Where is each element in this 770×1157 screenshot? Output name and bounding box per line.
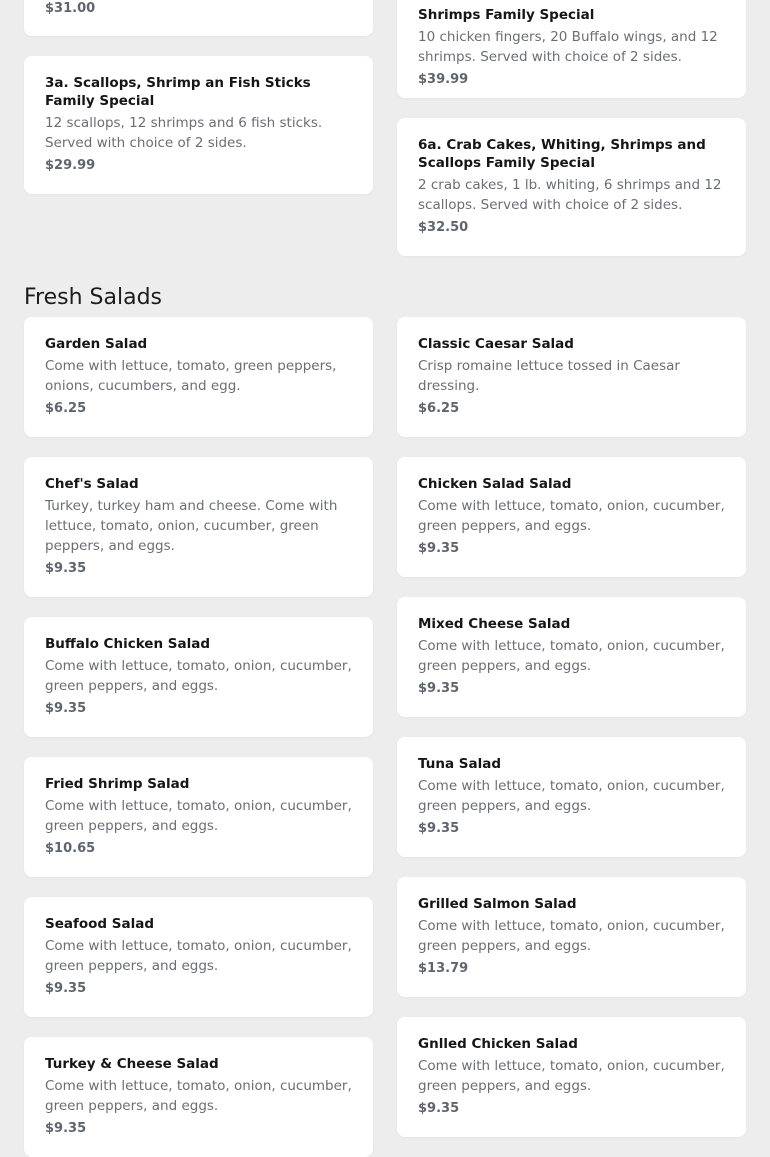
item-name: 6a. Crab Cakes, Whiting, Shrimps and Scallops Family Special [418,137,706,171]
menu-item-card[interactable] [24,1037,373,1157]
item-price: $29.99 [45,158,96,173]
item-name: Classic Caesar Salad [418,336,574,352]
item-price: $9.35 [45,981,87,996]
item-description: 2 crab cakes, 1 lb. whiting, 6 shrimps and 12 scallops. Served with choice of 2 sides. [418,177,722,213]
item-description: Come with lettuce, tomato, onion, cucumber, green peppers, and eggs. [418,638,725,674]
item-name: Chicken Salad Salad [418,476,572,492]
item-description: Come with lettuce, tomato, green peppers, onions, cucumbers, and egg. [45,358,337,394]
item-description: 10 chicken fingers, 20 Buffalo wings, and 12 shrimps. Served with choice of 2 sides. [418,29,718,65]
item-description: 12 scallops, 12 shrimps and 6 fish sticks. Served with choice of 2 sides. [45,115,323,151]
item-price: $9.35 [45,701,87,716]
menu-item-card[interactable] [397,737,746,857]
item-description: Come with lettuce, tomato, onion, cucumber, green peppers, and eggs. [45,1078,352,1114]
menu-item-card[interactable] [397,317,746,437]
item-description: Turkey, turkey ham and cheese. Come with lettuce, tomato, onion, cucumber, green peppers, and eggs. [45,498,338,554]
menu-item-card[interactable] [397,1017,746,1137]
menu-item-card-shrimps-family-special[interactable] [397,0,746,98]
menu-item-card[interactable] [24,897,373,1017]
item-price: $9.35 [418,541,460,556]
item-description: Come with lettuce, tomato, onion, cucumber, green peppers, and eggs. [418,498,725,534]
item-name: Seafood Salad [45,916,155,932]
menu-item-card[interactable] [397,457,746,577]
item-name: Chef's Salad [45,476,139,492]
item-name: Gnlled Chicken Salad [418,1036,578,1052]
item-name: Tuna Salad [418,756,501,772]
menu-item-card-3a[interactable] [24,56,373,194]
menu-item-card[interactable] [24,617,373,737]
menu-item-card[interactable] [397,877,746,997]
item-price: $9.35 [418,821,460,836]
item-price: $6.25 [418,401,460,416]
item-description: Come with lettuce, tomato, onion, cucumber, green peppers, and eggs. [418,1058,725,1094]
item-name: 3a. Scallops, Shrimp an Fish Sticks Family Special [45,75,311,109]
item-price: $13.79 [418,961,469,976]
menu-item-card-6a[interactable] [397,118,746,256]
menu-item-card[interactable] [24,457,373,597]
menu-item-card-partial-left[interactable] [24,0,373,36]
item-price: $9.35 [418,681,460,696]
item-description: Come with lettuce, tomato, onion, cucumber, green peppers, and eggs. [45,798,352,834]
item-name: Fried Shrimp Salad [45,776,190,792]
item-price: $9.35 [418,1101,460,1116]
item-name: Buffalo Chicken Salad [45,636,211,652]
item-description: Come with lettuce, tomato, onion, cucumber, green peppers, and eggs. [418,778,725,814]
menu-item-card[interactable] [24,317,373,437]
item-price: $10.65 [45,841,96,856]
item-name: Turkey & Cheese Salad [45,1056,219,1072]
item-description: Come with lettuce, tomato, onion, cucumber, green peppers, and eggs. [45,658,352,694]
menu-item-card[interactable] [397,597,746,717]
item-price: $9.35 [45,1121,87,1136]
item-price: $9.35 [45,561,87,576]
item-price: $39.99 [418,72,469,87]
item-name: Mixed Cheese Salad [418,616,571,632]
item-price: $6.25 [45,401,87,416]
item-price: $31.00 [45,1,96,16]
item-description: Crisp romaine lettuce tossed in Caesar dressing. [418,358,680,394]
item-description: Come with lettuce, tomato, onion, cucumber, green peppers, and eggs. [418,918,725,954]
item-name: Garden Salad [45,336,148,352]
section-title-fresh-salads: Fresh Salads [24,285,163,310]
item-price: $32.50 [418,220,469,235]
menu-item-card[interactable] [24,757,373,877]
item-name: Shrimps Family Special [418,7,595,23]
item-name: Grilled Salmon Salad [418,896,577,912]
item-description: Come with lettuce, tomato, onion, cucumber, green peppers, and eggs. [45,938,352,974]
